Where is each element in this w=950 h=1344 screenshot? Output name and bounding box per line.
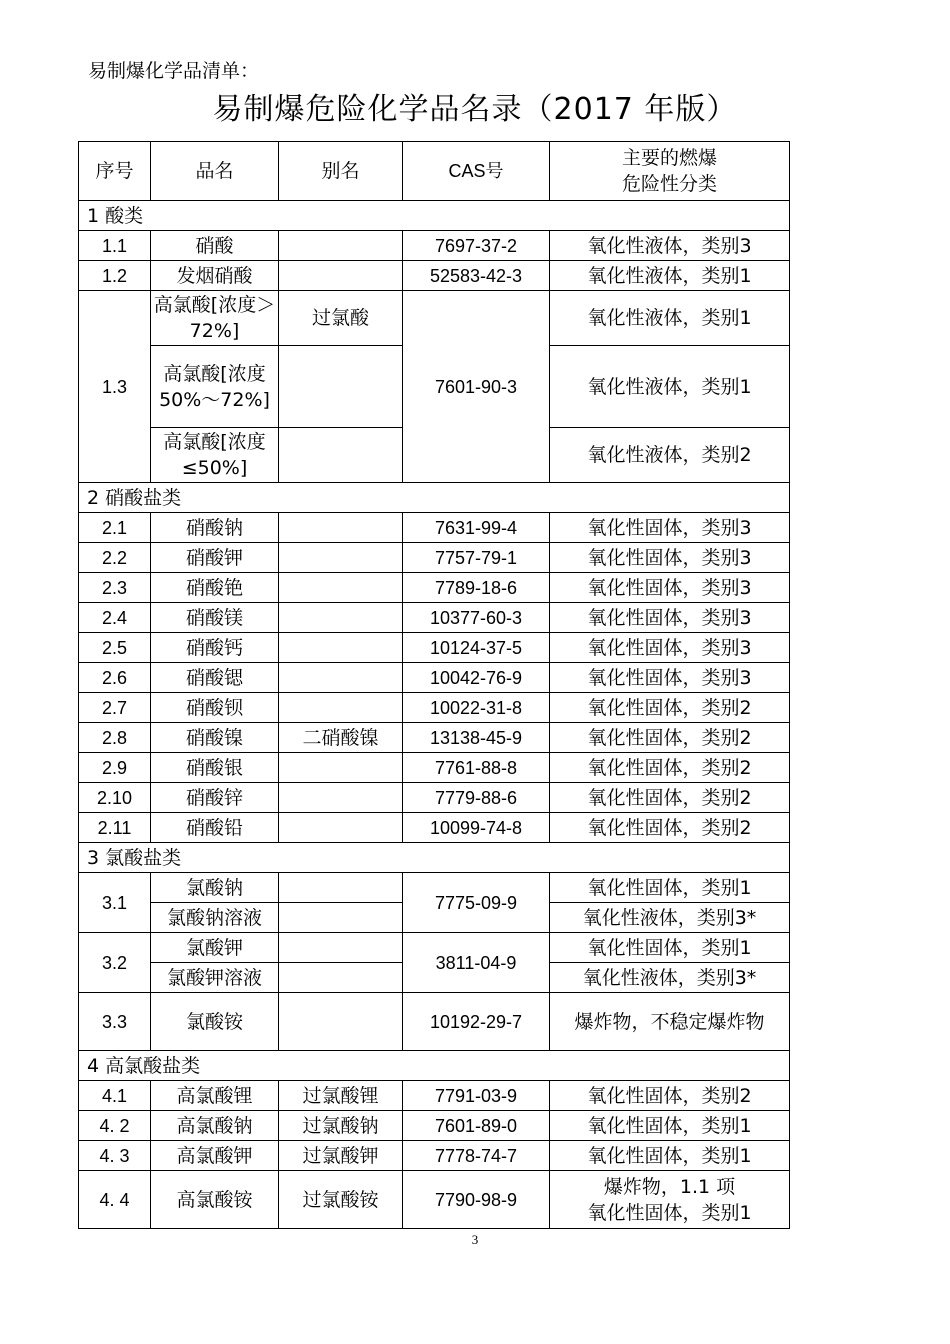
name-cell: 硝酸镍: [151, 723, 279, 753]
hazard-line2: 氧化性固体，类别1: [587, 1201, 752, 1224]
cas-cell: 10124-37-5: [403, 633, 550, 663]
header-hazard-line1: 主要的燃爆: [621, 147, 717, 169]
name-cell: 硝酸锌: [151, 783, 279, 813]
seq-cell: 2.4: [79, 603, 151, 633]
alias-cell: 二硝酸镍: [279, 723, 403, 753]
name-cell: 高氯酸[浓度≤50%]: [151, 428, 279, 483]
alias-cell: [279, 903, 403, 933]
seq-cell: 1.3: [79, 291, 151, 483]
alias-cell: 过氯酸铵: [279, 1171, 403, 1229]
hazard-cell: 氧化性固体，类别2: [550, 753, 790, 783]
table-header-row: [79, 142, 790, 201]
seq-cell: 2.3: [79, 573, 151, 603]
seq-cell: 3.2: [79, 933, 151, 993]
table-row: [79, 1081, 790, 1111]
hazard-cell: 氧化性液体，类别2: [550, 428, 790, 483]
hazard-cell: [550, 1171, 790, 1229]
alias-cell: [279, 573, 403, 603]
name-cell: 高氯酸钾: [151, 1141, 279, 1171]
category-row: 2 硝酸盐类: [79, 483, 790, 513]
name-cell: 硝酸钾: [151, 543, 279, 573]
hazard-cell: 氧化性固体，类别2: [550, 783, 790, 813]
name-cell: 硝酸钙: [151, 633, 279, 663]
alias-cell: [279, 693, 403, 723]
cas-cell: 7779-88-6: [403, 783, 550, 813]
cas-cell: 10192-29-7: [403, 993, 550, 1051]
name-cell: 高氯酸钠: [151, 1111, 279, 1141]
table-row: [79, 291, 790, 346]
header-name: 品名: [151, 142, 279, 201]
seq-cell: 1.2: [79, 261, 151, 291]
header-cas: CAS号: [403, 142, 550, 201]
table-row: [79, 1171, 790, 1229]
hazard-cell: 氧化性固体，类别3: [550, 513, 790, 543]
hazard-cell: 氧化性液体，类别3: [550, 231, 790, 261]
cas-cell: 7778-74-7: [403, 1141, 550, 1171]
cas-cell: 10042-76-9: [403, 663, 550, 693]
alias-cell: [279, 753, 403, 783]
table-row: [79, 693, 790, 723]
name-cell: 硝酸铅: [151, 813, 279, 843]
category-row: 4 高氯酸盐类: [79, 1051, 790, 1081]
table-row: [79, 1111, 790, 1141]
table-row: [79, 573, 790, 603]
seq-cell: 2.1: [79, 513, 151, 543]
cas-cell: 7601-89-0: [403, 1111, 550, 1141]
seq-cell: 4. 2: [79, 1111, 151, 1141]
hazard-cell: 氧化性固体，类别3: [550, 543, 790, 573]
hazard-cell: 氧化性液体，类别3*: [550, 903, 790, 933]
name-cell: 硝酸银: [151, 753, 279, 783]
alias-cell: [279, 873, 403, 903]
table-row: [79, 261, 790, 291]
hazard-cell: 氧化性固体，类别2: [550, 813, 790, 843]
cas-cell: 7601-90-3: [403, 291, 550, 483]
seq-cell: 3.3: [79, 993, 151, 1051]
seq-cell: 2.2: [79, 543, 151, 573]
cas-cell: 7791-03-9: [403, 1081, 550, 1111]
cas-cell: 13138-45-9: [403, 723, 550, 753]
name-cell: 高氯酸[浓度50%～72%]: [151, 346, 279, 428]
name-cell: 硝酸锶: [151, 663, 279, 693]
alias-cell: 过氯酸钠: [279, 1111, 403, 1141]
seq-cell: 2.9: [79, 753, 151, 783]
cas-cell: 52583-42-3: [403, 261, 550, 291]
hazard-cell: 氧化性固体，类别3: [550, 663, 790, 693]
page-number: 3: [471, 1232, 479, 1247]
alias-cell: [279, 261, 403, 291]
cas-cell: 7631-99-4: [403, 513, 550, 543]
alias-cell: [279, 633, 403, 663]
header-hazard-line2: 危险性分类: [621, 173, 717, 195]
cas-cell: 3811-04-9: [403, 933, 550, 993]
name-cell: 氯酸钠: [151, 873, 279, 903]
hazard-cell: 氧化性液体，类别1: [550, 291, 790, 346]
table-row: [79, 1141, 790, 1171]
hazard-cell: 氧化性液体，类别3*: [550, 963, 790, 993]
cas-cell: 7761-88-8: [403, 753, 550, 783]
alias-cell: [279, 993, 403, 1051]
name-cell: 高氯酸[浓度＞72%]: [151, 291, 279, 346]
hazard-cell: 氧化性固体，类别3: [550, 633, 790, 663]
table-row: [79, 933, 790, 963]
seq-cell: 1.1: [79, 231, 151, 261]
table-row: [79, 813, 790, 843]
name-cell: 氯酸钾溶液: [151, 963, 279, 993]
alias-cell: [279, 663, 403, 693]
hazard-cell: 氧化性固体，类别2: [550, 693, 790, 723]
table-row: [79, 543, 790, 573]
hazard-cell: 氧化性固体，类别2: [550, 1081, 790, 1111]
table-row: [79, 753, 790, 783]
name-cell: 硝酸钡: [151, 693, 279, 723]
table-row: [79, 993, 790, 1051]
hazard-cell: 氧化性固体，类别1: [550, 873, 790, 903]
hazard-cell: 氧化性固体，类别3: [550, 603, 790, 633]
alias-cell: [279, 963, 403, 993]
header-seq: 序号: [79, 142, 151, 201]
page-title: 易制爆危险化学品名录（2017 年版）: [212, 92, 738, 127]
cas-cell: 7790-98-9: [403, 1171, 550, 1229]
alias-cell: [279, 933, 403, 963]
alias-cell: [279, 603, 403, 633]
name-cell: 发烟硝酸: [151, 261, 279, 291]
table-row: [79, 663, 790, 693]
alias-cell: [279, 428, 403, 483]
hazard-cell: 氧化性固体，类别2: [550, 723, 790, 753]
table-row: [79, 513, 790, 543]
hazard-cell: 爆炸物，不稳定爆炸物: [550, 993, 790, 1051]
alias-cell: [279, 543, 403, 573]
category-row: 3 氯酸盐类: [79, 843, 790, 873]
table-row: [79, 231, 790, 261]
cas-cell: 7757-79-1: [403, 543, 550, 573]
seq-cell: 3.1: [79, 873, 151, 933]
seq-cell: 4.1: [79, 1081, 151, 1111]
table-row: [79, 723, 790, 753]
alias-cell: 过氯酸: [279, 291, 403, 346]
hazard-cell: 氧化性固体，类别1: [550, 1111, 790, 1141]
table-row: [79, 873, 790, 903]
header-alias: 别名: [279, 142, 403, 201]
seq-cell: 2.11: [79, 813, 151, 843]
list-caption: 易制爆化学品清单：: [88, 60, 260, 82]
table-row: [79, 783, 790, 813]
seq-cell: 2.8: [79, 723, 151, 753]
alias-cell: 过氯酸钾: [279, 1141, 403, 1171]
hazard-cell: 氧化性固体，类别1: [550, 933, 790, 963]
category-row: 1 酸类: [79, 201, 790, 231]
cas-cell: 7775-09-9: [403, 873, 550, 933]
name-cell: 氯酸钾: [151, 933, 279, 963]
hazard-cell: 氧化性液体，类别1: [550, 261, 790, 291]
name-cell: 硝酸: [151, 231, 279, 261]
hazard-cell: 氧化性液体，类别1: [550, 346, 790, 428]
chemical-table: [78, 141, 790, 1229]
alias-cell: [279, 813, 403, 843]
alias-cell: [279, 231, 403, 261]
name-cell: 硝酸钠: [151, 513, 279, 543]
hazard-cell: 氧化性固体，类别3: [550, 573, 790, 603]
hazard-line1: 爆炸物，1.1 项: [603, 1175, 736, 1198]
name-cell: 硝酸镁: [151, 603, 279, 633]
name-cell: 高氯酸锂: [151, 1081, 279, 1111]
name-cell: 高氯酸铵: [151, 1171, 279, 1229]
seq-cell: 4. 3: [79, 1141, 151, 1171]
table-row: [79, 603, 790, 633]
alias-cell: [279, 346, 403, 428]
name-cell: 硝酸铯: [151, 573, 279, 603]
alias-cell: [279, 513, 403, 543]
seq-cell: 2.7: [79, 693, 151, 723]
header-hazard: [550, 142, 790, 201]
name-cell: 氯酸铵: [151, 993, 279, 1051]
cas-cell: 10377-60-3: [403, 603, 550, 633]
cas-cell: 7697-37-2: [403, 231, 550, 261]
seq-cell: 2.10: [79, 783, 151, 813]
hazard-cell: 氧化性固体，类别1: [550, 1141, 790, 1171]
cas-cell: 7789-18-6: [403, 573, 550, 603]
seq-cell: 2.5: [79, 633, 151, 663]
alias-cell: [279, 783, 403, 813]
cas-cell: 10099-74-8: [403, 813, 550, 843]
table-row: [79, 633, 790, 663]
seq-cell: 2.6: [79, 663, 151, 693]
cas-cell: 10022-31-8: [403, 693, 550, 723]
name-cell: 氯酸钠溶液: [151, 903, 279, 933]
seq-cell: 4. 4: [79, 1171, 151, 1229]
alias-cell: 过氯酸锂: [279, 1081, 403, 1111]
